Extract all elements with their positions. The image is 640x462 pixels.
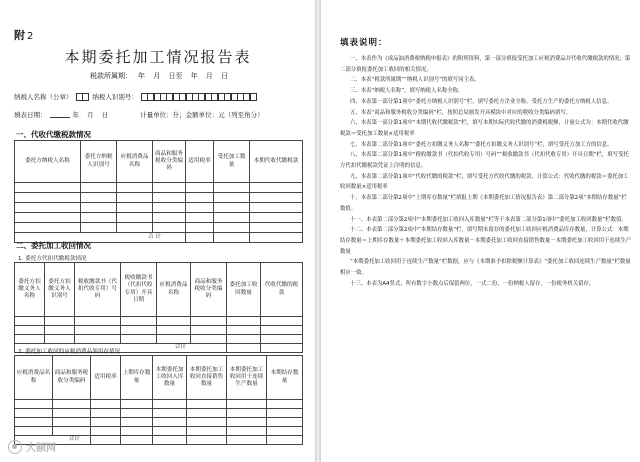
- notes-title: 填表说明：: [340, 38, 388, 48]
- col-header: 税收缴款书（代扣代收专用）号码: [75, 263, 121, 317]
- table-cell[interactable]: [75, 317, 121, 326]
- table-cell[interactable]: [75, 335, 121, 344]
- watermark: [8, 439, 56, 454]
- attachment-label: 附 2: [14, 29, 34, 42]
- table-cell[interactable]: [227, 427, 267, 436]
- table-cell[interactable]: [186, 233, 214, 243]
- taxpayer-id-boxes[interactable]: [141, 93, 256, 101]
- table-cell[interactable]: [153, 203, 186, 213]
- col-header: 本期结存数量: [267, 356, 303, 400]
- section2-title: 二、委托加工收回情况: [16, 241, 91, 250]
- table-cell[interactable]: [214, 203, 250, 213]
- table-cell[interactable]: [45, 335, 75, 344]
- col-header: 委托方扣缴义务人名称: [15, 263, 45, 317]
- table-cell[interactable]: [121, 427, 153, 436]
- table-row[interactable]: [15, 193, 303, 203]
- col-header: 本期代收代缴税款: [250, 141, 303, 183]
- table-cell[interactable]: [187, 409, 227, 418]
- table-cell[interactable]: [250, 223, 303, 233]
- table-cell[interactable]: [81, 203, 117, 213]
- table-cell[interactable]: [191, 317, 227, 326]
- table-cell[interactable]: [91, 409, 121, 418]
- col-header: 代收代缴的税款: [261, 263, 303, 317]
- table-row[interactable]: [15, 183, 303, 193]
- table-cell[interactable]: [186, 183, 214, 193]
- table-cell[interactable]: [53, 418, 91, 427]
- table-cell[interactable]: [214, 193, 250, 203]
- camera-logo-icon: [8, 440, 22, 454]
- table-cell[interactable]: [187, 418, 227, 427]
- table-cell[interactable]: [121, 418, 153, 427]
- note-item: 一、本表作为《成品油消费税纳税申报表》的附列资料，第一部分填报受托加工应税消费品并代收代缴税款的情况；第二部分填报委托加工收回的相关情况。: [340, 56, 631, 73]
- section1-table: [14, 140, 303, 243]
- table-cell[interactable]: [121, 409, 153, 418]
- table-cell[interactable]: [121, 436, 153, 445]
- table-cell[interactable]: [15, 223, 81, 233]
- table-cell[interactable]: [15, 317, 45, 326]
- table-cell[interactable]: [187, 436, 227, 445]
- col-header: 应税消费品名称: [117, 141, 153, 183]
- table-row[interactable]: [15, 335, 303, 344]
- col-header: 商品和服务税收分类编码: [53, 356, 91, 400]
- note-item: 四、本表第一部分第1项中“委托方纳税人识别号”栏，填写委托方企业全称，受托方生产的委托方纳税人信息。: [350, 98, 613, 105]
- col-header: 本期委托加工收回直接销售数量: [187, 356, 227, 400]
- table-cell[interactable]: [117, 213, 153, 223]
- table-cell[interactable]: [227, 436, 267, 445]
- table-cell[interactable]: [186, 223, 214, 233]
- table-row[interactable]: [15, 223, 303, 233]
- table-row[interactable]: [15, 409, 303, 418]
- table-cell[interactable]: [267, 400, 303, 409]
- form-page: [0, 0, 316, 462]
- table-cell[interactable]: [153, 418, 187, 427]
- table-cell[interactable]: [91, 436, 121, 445]
- section2-sub2-table: [14, 355, 303, 445]
- table-cell[interactable]: [15, 183, 81, 193]
- table-row[interactable]: [15, 427, 303, 436]
- table-cell[interactable]: [214, 233, 250, 243]
- table-cell[interactable]: [261, 317, 303, 326]
- table-cell[interactable]: [91, 427, 121, 436]
- table-cell[interactable]: [261, 335, 303, 344]
- note-item: 十、本表第二部分第2项中“上期库存数量”栏填报上期《本期委托加工情况报告表》第二部分第2项“本期结存数量”栏数值。: [340, 195, 627, 212]
- table-cell[interactable]: [267, 418, 303, 427]
- unit-label: 计量单位：升；金额单位：元（列至角分）: [140, 111, 264, 119]
- note-item: 八、本表第二部分第1项中“税收缴款书（代扣代收专用）号码”“税收缴款书（代扣代收专用）开具日期”栏，填写受托方代扣代缴税款凭证上注明的信息。: [340, 152, 629, 170]
- table-row[interactable]: [15, 326, 303, 335]
- table-cell[interactable]: [121, 335, 157, 344]
- table-cell[interactable]: [267, 427, 303, 436]
- table-cell[interactable]: [15, 418, 53, 427]
- col-header: 应税消费品名称: [15, 356, 53, 400]
- table-cell[interactable]: [153, 436, 187, 445]
- note-item: 九、本表第二部分第1项中“代收代缴的税款”栏，填写受托方代收代缴的税款，计算公式：代收代缴的税款＝委托加工收回数量×适用税率: [340, 173, 629, 191]
- total-label: 合 计: [15, 233, 186, 243]
- table-cell[interactable]: [186, 213, 214, 223]
- table-cell[interactable]: [227, 344, 261, 353]
- table-cell[interactable]: [45, 317, 75, 326]
- note-item: “本期委托加工收回用于连续生产数量”栏数据，应与《本期准予扣除税额计算表》“委托加工收回连续生产数量”栏数量相应一致。: [340, 259, 631, 277]
- section1-header-row: [15, 141, 303, 183]
- table-cell[interactable]: [121, 400, 153, 409]
- table-cell[interactable]: [227, 400, 267, 409]
- table-cell[interactable]: [157, 335, 191, 344]
- table-cell[interactable]: [117, 193, 153, 203]
- section2-sub1-header-row: [15, 263, 303, 317]
- table-cell[interactable]: [81, 183, 117, 193]
- watermark-text: 大额网: [26, 443, 56, 454]
- table-cell[interactable]: [81, 213, 117, 223]
- col-header: 委托加工收回数量: [227, 263, 261, 317]
- table-cell[interactable]: [121, 326, 157, 335]
- table-cell[interactable]: [157, 317, 191, 326]
- col-header: 适用税率: [91, 356, 121, 400]
- table-cell[interactable]: [187, 427, 227, 436]
- table-cell[interactable]: [191, 335, 227, 344]
- note-item: 七、本表第二部分第1项中“委托方扣缴义务人名称”“委托方扣缴义务人识别号”栏，填写受托方加工方的信息。: [350, 141, 613, 148]
- table-row[interactable]: [15, 317, 303, 326]
- note-item: 十三、本表为A4竖式，所有数字小数点后保留两位，一式二份，一份纳税人留存，一份税务机关留存。: [350, 280, 595, 287]
- table-cell[interactable]: [227, 326, 261, 335]
- table-cell[interactable]: [261, 344, 303, 353]
- col-header: 受托加工数量: [214, 141, 250, 183]
- form-title: 本期委托加工情况报告表: [64, 48, 252, 66]
- table-row[interactable]: [15, 203, 303, 213]
- section2-sub2-caption: 2. 委托加工收回的应税消费品领用存情况: [18, 349, 121, 355]
- tax-period: 税款所属期： 年 月 日至 年 月 日: [90, 72, 229, 80]
- table-cell[interactable]: [117, 203, 153, 213]
- col-header: 商品和服务税收分类编码: [191, 263, 227, 317]
- taxpayer-row: [14, 92, 260, 101]
- col-header: 应税消费品名称: [157, 263, 191, 317]
- col-header: 委托方扣缴义务人识别号: [45, 263, 75, 317]
- table-cell[interactable]: [214, 213, 250, 223]
- table-cell[interactable]: [15, 427, 53, 436]
- table-cell[interactable]: [157, 326, 191, 335]
- table-cell[interactable]: [53, 427, 91, 436]
- col-header: 上期库存数量: [121, 356, 153, 400]
- table-cell[interactable]: [53, 409, 91, 418]
- section1-title: 一、代收代缴税款情况: [16, 130, 91, 139]
- fill-date-row: [14, 110, 264, 119]
- col-header: 本期委托加工收回用于连续生产数量: [227, 356, 267, 400]
- table-cell[interactable]: [261, 326, 303, 335]
- table-cell[interactable]: [153, 400, 187, 409]
- table-cell[interactable]: [186, 193, 214, 203]
- fill-date-field[interactable]: [50, 111, 70, 118]
- table-cell[interactable]: [15, 335, 45, 344]
- col-header: 税收缴款书（代扣代收专用）开具日期: [121, 263, 157, 317]
- col-header: 商品和服务税收分类编码: [153, 141, 186, 183]
- table-cell[interactable]: [250, 203, 303, 213]
- col-header: 本期委托加工收回入库数量: [153, 356, 187, 400]
- note-item: 二、本表“税款所属期”“纳税人识别号”的填写同主表。: [350, 77, 480, 84]
- table-cell[interactable]: [15, 203, 81, 213]
- table-cell[interactable]: [267, 409, 303, 418]
- table-cell[interactable]: [227, 409, 267, 418]
- table-cell[interactable]: [153, 409, 187, 418]
- section2-sub1-table: [14, 262, 303, 353]
- col-header: 委托方纳税人识别号: [81, 141, 117, 183]
- table-cell[interactable]: [117, 223, 153, 233]
- table-cell[interactable]: [227, 317, 261, 326]
- table-row[interactable]: [15, 213, 303, 223]
- table-cell[interactable]: [81, 193, 117, 203]
- taxpayer-id-label: 纳税人识别号：: [92, 93, 138, 101]
- table-cell[interactable]: [186, 203, 214, 213]
- table-cell[interactable]: [81, 223, 117, 233]
- table-cell[interactable]: [214, 223, 250, 233]
- table-cell[interactable]: [15, 193, 81, 203]
- table-cell[interactable]: [153, 213, 186, 223]
- table-cell[interactable]: [214, 183, 250, 193]
- section2-sub2-total-row: [15, 436, 303, 445]
- table-cell[interactable]: [153, 183, 186, 193]
- table-cell[interactable]: [227, 418, 267, 427]
- note-item: 十二、本表第二部分第2项中“本期结存数量”栏，填写期末留存的委托加工收回应税消费品库存数量，计算公式：本期结存数量＝上期库存数量＋本期委托加工收回入库数量－本期委托加工收回直接销售数量－本期委托加工收回用于连续生产数量: [340, 227, 632, 255]
- table-cell[interactable]: [250, 233, 303, 243]
- note-item: 十一、本表第二部分第2项中“本期委托加工收回入库数量”栏等于本表第二部分第1项中“委托加工收回数量”栏数值。: [350, 216, 627, 223]
- col-header: 适用税率: [186, 141, 214, 183]
- table-cell[interactable]: [45, 326, 75, 335]
- table-cell[interactable]: [153, 223, 186, 233]
- table-cell[interactable]: [91, 418, 121, 427]
- fill-date-label: 填表日期：: [14, 111, 47, 119]
- table-cell[interactable]: [53, 400, 91, 409]
- note-item: 五、本表“商品和服务税收分类编码”栏，按照总局颁发开具模块中对应的税收分类编码填写。: [350, 109, 572, 116]
- table-cell[interactable]: [250, 183, 303, 193]
- table-cell[interactable]: [187, 400, 227, 409]
- table-cell[interactable]: [250, 193, 303, 203]
- col-header: 委托方纳税人名称: [15, 141, 81, 183]
- total-label: 合计: [15, 436, 91, 445]
- table-cell[interactable]: [267, 436, 303, 445]
- name-seal-box[interactable]: [76, 93, 89, 101]
- table-cell[interactable]: [250, 213, 303, 223]
- table-cell[interactable]: [15, 400, 53, 409]
- table-cell[interactable]: [15, 213, 81, 223]
- table-cell[interactable]: [227, 335, 261, 344]
- table-cell[interactable]: [75, 326, 121, 335]
- note-item: 三、本表“纳税人名称”，填写纳税人名称全称。: [350, 88, 464, 95]
- section2-sub1-caption: 1. 委托方代扣代缴税款情况: [18, 256, 87, 262]
- table-cell[interactable]: [191, 326, 227, 335]
- fill-date-units: 年 月 日: [72, 111, 109, 119]
- section2-sub2-header-row: [15, 356, 303, 400]
- total-label: 合计: [15, 344, 227, 353]
- table-cell[interactable]: [153, 427, 187, 436]
- table-cell[interactable]: [117, 183, 153, 193]
- table-cell[interactable]: [15, 409, 53, 418]
- table-cell[interactable]: [121, 317, 157, 326]
- taxpayer-name-label: 纳税人名称（公章）: [14, 93, 73, 101]
- table-row[interactable]: [15, 418, 303, 427]
- note-item: 六、本表第一部分第1项中“本期代收代缴税款”栏，填写本期实际代收代缴的消费税税额，计量公式为：本期代收代缴税款＝受托加工数量×适用税率: [340, 120, 629, 137]
- table-cell[interactable]: [91, 400, 121, 409]
- table-cell[interactable]: [153, 193, 186, 203]
- notes-list: [340, 54, 632, 289]
- table-row[interactable]: [15, 400, 303, 409]
- table-cell[interactable]: [15, 326, 45, 335]
